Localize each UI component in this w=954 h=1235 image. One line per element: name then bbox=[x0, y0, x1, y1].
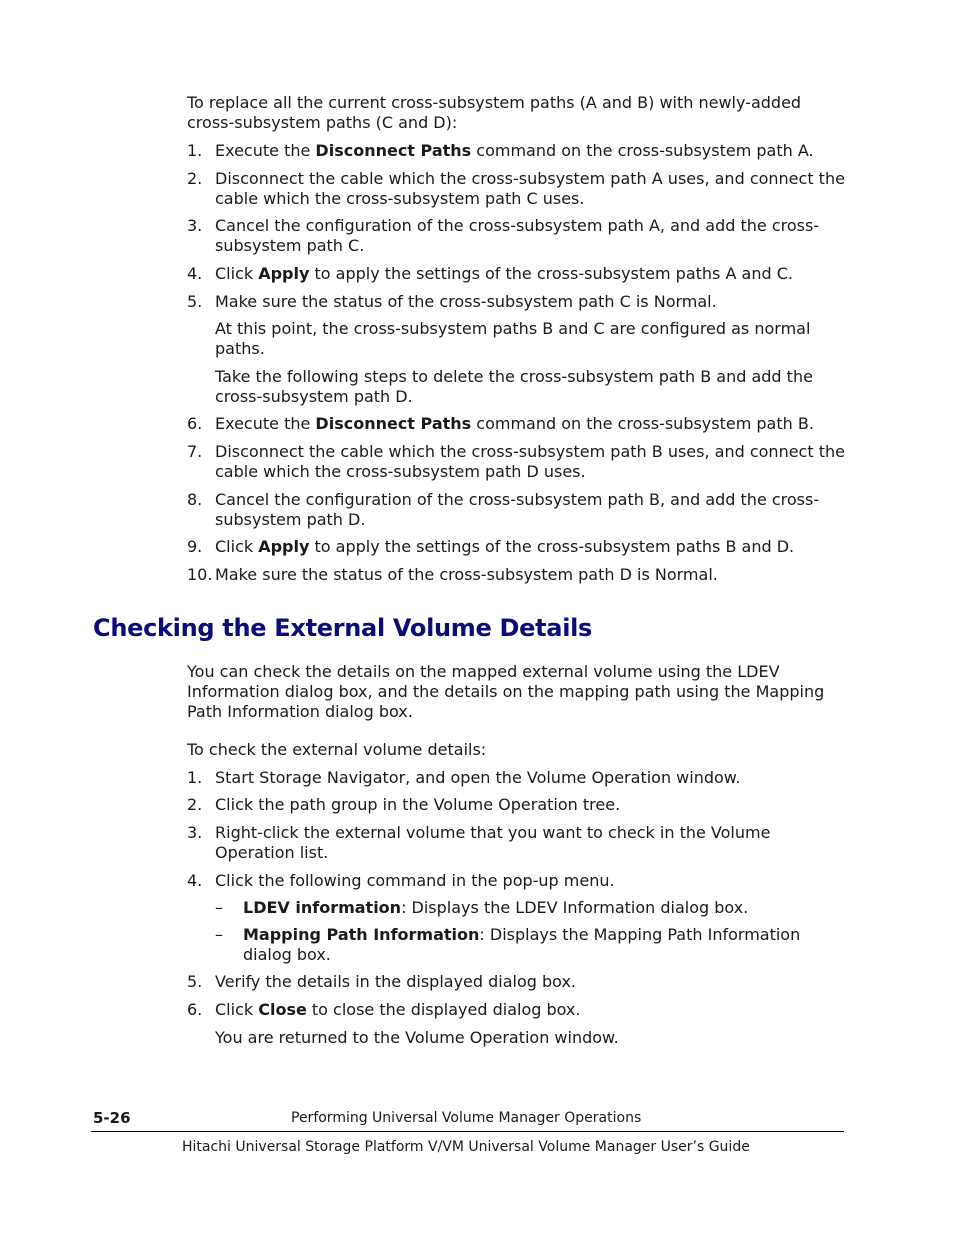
menu-command: Mapping Path Information bbox=[243, 925, 480, 944]
note-paragraph: Take the following steps to delete the cross-subsystem path B and add the cross-subsystem path D. bbox=[215, 367, 813, 406]
step-number: 4. bbox=[187, 264, 203, 283]
dash-bullet: – bbox=[215, 898, 223, 917]
step-text: Disconnect the cable which the cross-subsystem path A uses, and connect the cable which the cross-subsystem path C uses. bbox=[215, 169, 845, 208]
step-text: Cancel the configuration of the cross-subsystem path B, and add the cross-subsystem path D. bbox=[215, 490, 820, 529]
step-text: Click Close to close the displayed dialog box. bbox=[215, 1000, 581, 1019]
list-item bbox=[187, 169, 847, 209]
step-number: 2. bbox=[187, 795, 203, 814]
step-number: 4. bbox=[187, 871, 203, 890]
list-item bbox=[187, 264, 847, 284]
list-item bbox=[187, 823, 847, 863]
button-name: Close bbox=[258, 1000, 307, 1019]
step-text: Cancel the configuration of the cross-subsystem path A, and add the cross-subsystem path C. bbox=[215, 216, 820, 255]
dash-bullet: – bbox=[215, 925, 223, 944]
list-item bbox=[187, 141, 847, 161]
intro-paragraph: To replace all the current cross-subsystem paths (A and B) with newly-added cross-subsystem paths (C and D): bbox=[187, 93, 802, 132]
list-item bbox=[187, 442, 847, 482]
step-text: Click the following command in the pop-up menu. bbox=[215, 871, 615, 890]
sub-item-text: LDEV information: Displays the LDEV Information dialog box. bbox=[243, 898, 749, 917]
list-item bbox=[187, 490, 847, 530]
footer-divider bbox=[91, 1131, 844, 1132]
list-item bbox=[187, 414, 847, 434]
step-number: 3. bbox=[187, 823, 203, 842]
step-text: Make sure the status of the cross-subsystem path C is Normal. bbox=[215, 292, 717, 311]
step-text: Click Apply to apply the settings of the cross-subsystem paths A and C. bbox=[215, 264, 793, 283]
step-text: Execute the Disconnect Paths command on the cross-subsystem path A. bbox=[215, 141, 814, 160]
list-item bbox=[187, 537, 847, 557]
list-item bbox=[187, 1000, 847, 1020]
sub-list-item bbox=[215, 898, 845, 918]
menu-command: LDEV information bbox=[243, 898, 402, 917]
list-item bbox=[187, 972, 847, 992]
button-name: Apply bbox=[258, 537, 310, 556]
note-paragraph: You are returned to the Volume Operation window. bbox=[215, 1028, 619, 1047]
chapter-title: Performing Universal Volume Manager Operations bbox=[291, 1110, 642, 1126]
list-item bbox=[187, 292, 847, 312]
section-heading: Checking the External Volume Details bbox=[93, 614, 593, 642]
step-text: Start Storage Navigator, and open the Volume Operation window. bbox=[215, 768, 741, 787]
lead-paragraph: To check the external volume details: bbox=[187, 740, 487, 759]
command-name: Disconnect Paths bbox=[315, 414, 472, 433]
step-text: Verify the details in the displayed dialog box. bbox=[215, 972, 577, 991]
list-item bbox=[187, 565, 847, 585]
step-number: 3. bbox=[187, 216, 203, 235]
step-text: Disconnect the cable which the cross-subsystem path B uses, and connect the cable which the cross-subsystem path D uses. bbox=[215, 442, 845, 481]
sub-item-text: Mapping Path Information: Displays the Mapping Path Information dialog box. bbox=[243, 925, 801, 964]
list-item bbox=[187, 216, 847, 256]
step-number: 1. bbox=[187, 768, 203, 787]
step-number: 7. bbox=[187, 442, 203, 461]
list-item bbox=[187, 871, 847, 891]
intro-paragraph: You can check the details on the mapped external volume using the LDEV Information dialog box, and the details on the mapping path using the Mapping Path Information dialog box. bbox=[187, 662, 825, 721]
step-text: Make sure the status of the cross-subsystem path D is Normal. bbox=[215, 565, 718, 584]
step-number: 2. bbox=[187, 169, 203, 188]
step-number: 5. bbox=[187, 292, 203, 311]
step-text: Execute the Disconnect Paths command on the cross-subsystem path B. bbox=[215, 414, 814, 433]
step-number: 8. bbox=[187, 490, 203, 509]
step-number: 9. bbox=[187, 537, 203, 556]
step-number: 1. bbox=[187, 141, 203, 160]
step-text: Click Apply to apply the settings of the cross-subsystem paths B and D. bbox=[215, 537, 795, 556]
guide-title: Hitachi Universal Storage Platform V/VM Universal Volume Manager User’s Guide bbox=[182, 1139, 750, 1155]
step-number: 10. bbox=[187, 565, 213, 584]
button-name: Apply bbox=[258, 264, 310, 283]
sub-list-item bbox=[215, 925, 845, 965]
step-number: 5. bbox=[187, 972, 203, 991]
page-number: 5-26 bbox=[93, 1109, 131, 1127]
step-number: 6. bbox=[187, 1000, 203, 1019]
list-item bbox=[187, 768, 847, 788]
note-paragraph: At this point, the cross-subsystem paths B and C are configured as normal paths. bbox=[215, 319, 811, 358]
step-number: 6. bbox=[187, 414, 203, 433]
step-text: Right-click the external volume that you want to check in the Volume Operation list. bbox=[215, 823, 771, 862]
list-item bbox=[187, 795, 847, 815]
command-name: Disconnect Paths bbox=[315, 141, 472, 160]
step-text: Click the path group in the Volume Operation tree. bbox=[215, 795, 621, 814]
